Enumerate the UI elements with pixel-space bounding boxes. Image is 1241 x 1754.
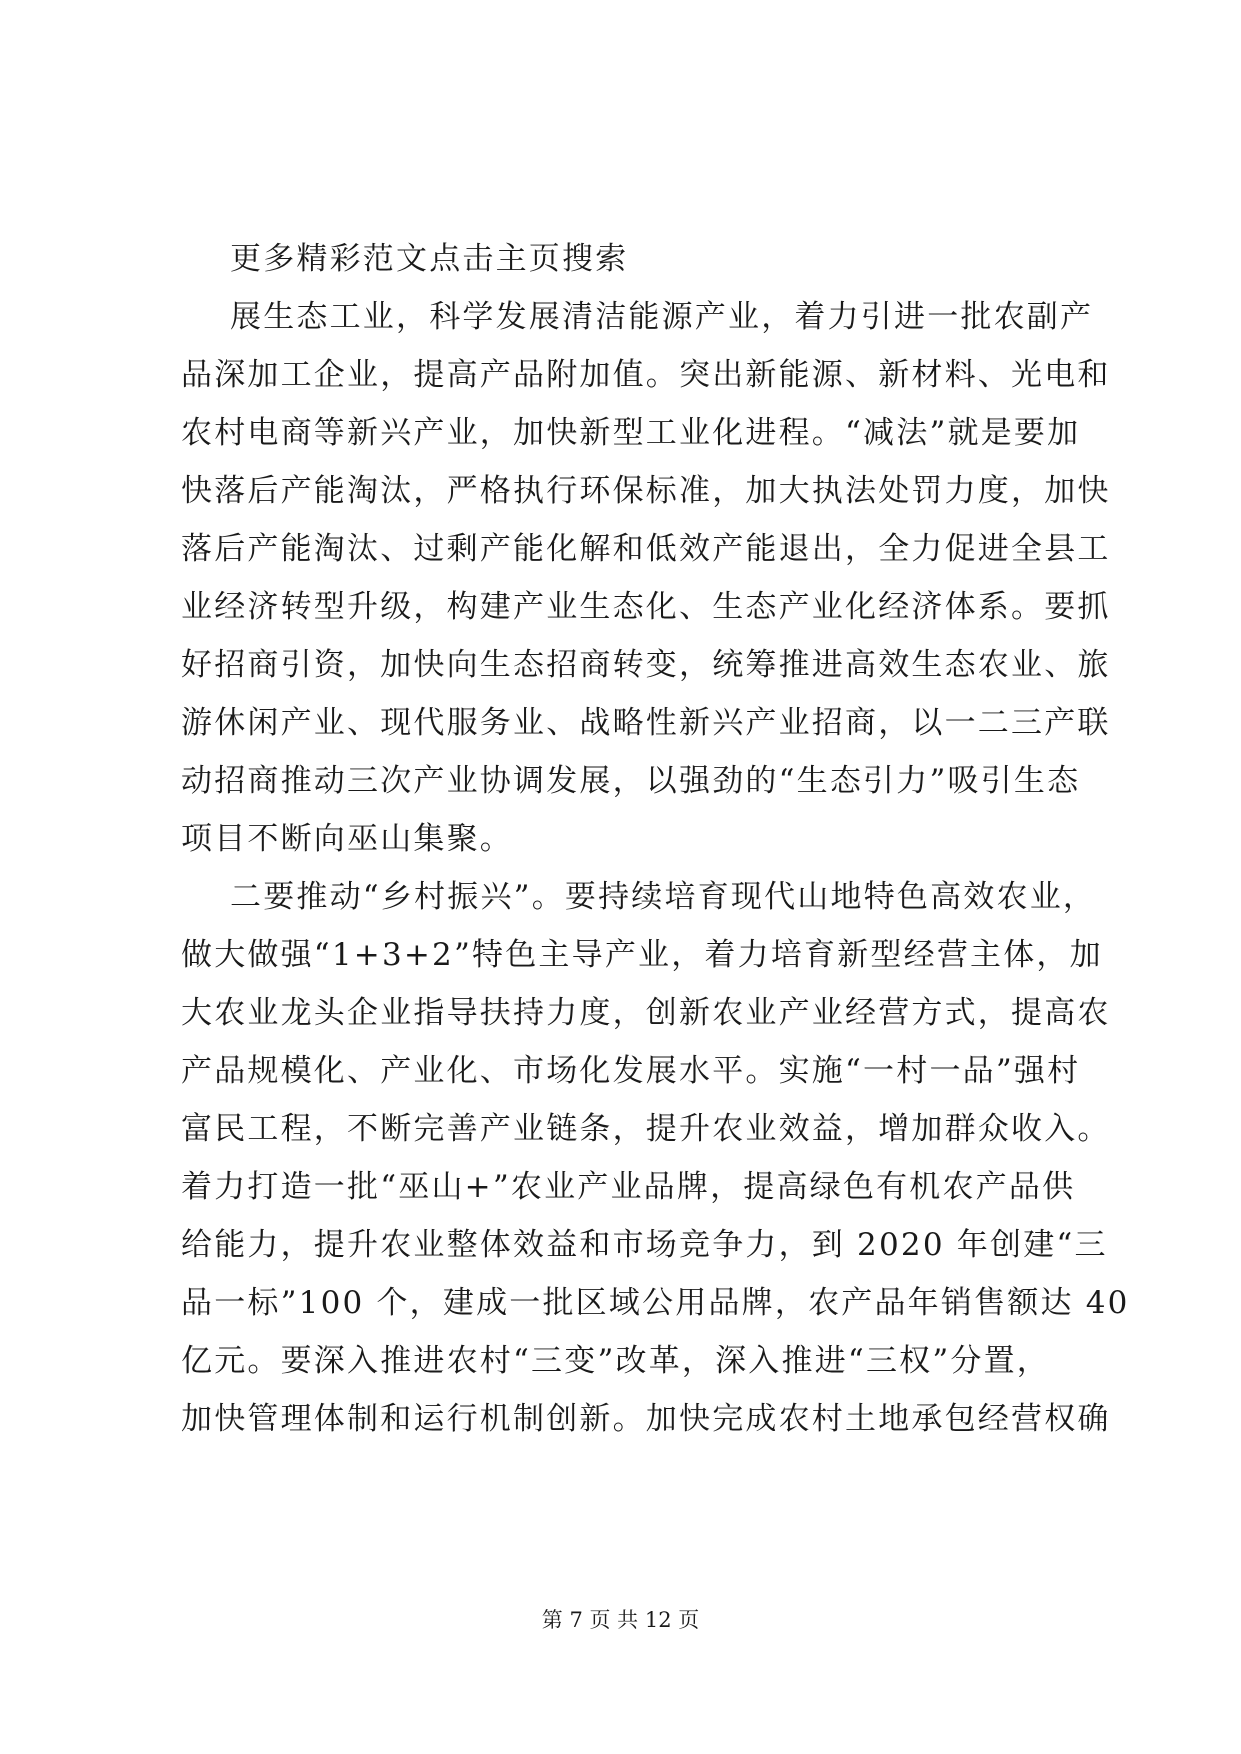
paragraph-line: 产品规模化、产业化、市场化发展水平。实施“一村一品”强村 [181,1053,1081,1089]
paragraph-line: 品一标”100 个，建成一批区域公用品牌，农产品年销售额达 40 [181,1285,1130,1321]
paragraph-line: 快落后产能淘汰，严格执行环保标准，加大执法处罚力度，加快 [181,473,1111,509]
paragraph-line: 做大做强“1+3+2”特色主导产业，着力培育新型经营主体，加 [181,937,1103,973]
paragraph-line: 富民工程，不断完善产业链条，提升农业效益，增加群众收入。 [181,1111,1111,1147]
paragraph-line: 农村电商等新兴产业，加快新型工业化进程。“减法”就是要加 [181,415,1081,451]
paragraph-line: 着力打造一批“巫山+”农业产业品牌，提高绿色有机农产品供 [181,1169,1076,1205]
paragraph-line: 展生态工业，科学发展清洁能源产业，着力引进一批农副产 [230,299,1094,335]
paragraph-line: 亿元。要深入推进农村“三变”改革，深入推进“三权”分置， [181,1343,1050,1379]
paragraph-line: 动招商推动三次产业协调发展，以强劲的“生态引力”吸引生态 [181,763,1081,799]
paragraph-line: 加快管理体制和运行机制创新。加快完成农村土地承包经营权确 [181,1401,1111,1437]
document-body [181,230,1130,1448]
page-footer: 第 7 页 共 12 页 [541,1608,700,1632]
paragraph-line: 二要推动“乡村振兴”。要持续培育现代山地特色高效农业， [230,879,1097,915]
paragraph-line: 好招商引资，加快向生态招商转变，统筹推进高效生态农业、旅 [181,647,1111,683]
paragraph-line: 落后产能淘汰、过剩产能化解和低效产能退出，全力促进全县工 [181,531,1111,567]
promo-note: 更多精彩范文点击主页搜索 [230,241,629,277]
paragraph-line: 给能力，提升农业整体效益和市场竞争力，到 2020 年创建“三 [181,1227,1108,1263]
paragraph-line: 品深加工企业，提高产品附加值。突出新能源、新材料、光电和 [181,357,1111,393]
paragraph-line: 大农业龙头企业指导扶持力度，创新农业产业经营方式，提高农 [181,995,1111,1031]
paragraph-line: 项目不断向巫山集聚。 [181,821,513,857]
paragraph-line: 游休闲产业、现代服务业、战略性新兴产业招商，以一二三产联 [181,705,1111,741]
paragraph-line: 业经济转型升级，构建产业生态化、生态产业化经济体系。要抓 [181,589,1111,625]
